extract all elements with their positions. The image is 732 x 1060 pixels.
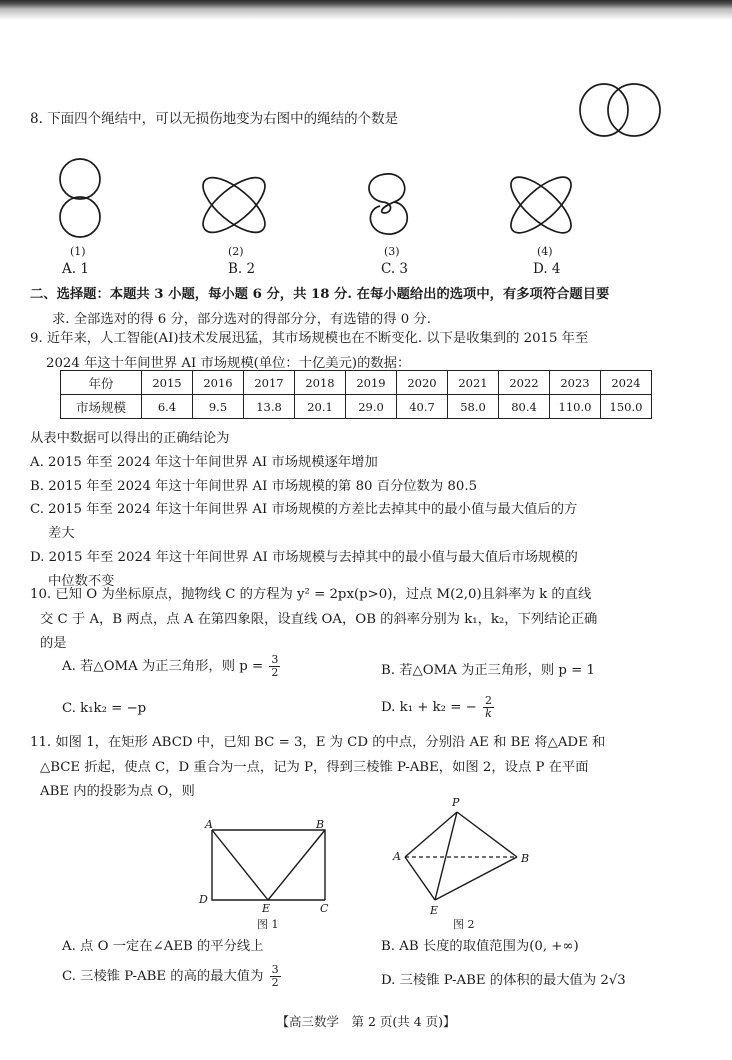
table-row-years <box>61 371 652 395</box>
fraction-denominator: 2 <box>271 666 279 679</box>
q9-stem-line-2: 2024 年这十年间世界 AI 市场规模(单位：十亿美元)的数据： <box>46 355 411 371</box>
q11-option-c <box>62 964 283 989</box>
size-cell: 110.0 <box>550 395 601 419</box>
q10-option-d-text: D. k₁ + k₂ = − <box>381 700 477 715</box>
q8-option-c: C. 3 <box>381 261 409 277</box>
section-2-line-2: 求. 全部选对的得 6 分，部分选对的得部分分，有选错的得 0 分. <box>52 311 431 327</box>
year-cell: 2024 <box>601 371 652 395</box>
q10-option-d <box>381 695 496 720</box>
year-cell: 2022 <box>499 371 550 395</box>
table-row-sizes <box>61 395 652 419</box>
ai-market-table <box>60 370 652 419</box>
year-cell: 2016 <box>193 371 244 395</box>
q10-stem-line-3: 的是 <box>40 636 67 651</box>
size-cell: 6.4 <box>142 395 193 419</box>
fig2-label-p: P <box>452 796 460 809</box>
knot-2-caption: (2) <box>228 245 244 258</box>
fraction-denominator: 2 <box>271 976 279 989</box>
q11-stem-line-1: 11. 如图 1，在矩形 ABCD 中，已知 BC = 3，E 为 CD 的中点，分别沿 AE 和 BE 将△ADE 和 <box>30 735 606 750</box>
figure-2-tetrahedron <box>395 800 545 930</box>
q11-option-a: A. 点 O 一定在∠AEB 的平分线上 <box>62 939 264 954</box>
q10-option-a <box>62 654 282 679</box>
knot-4-caption: (4) <box>537 245 553 258</box>
q11-option-c-fraction <box>270 964 281 989</box>
size-cell: 150.0 <box>601 395 652 419</box>
q9-option-d-line-2: 中位数不变 <box>48 573 115 589</box>
year-cell: 2015 <box>142 371 193 395</box>
q11-option-d: D. 三棱锥 P-ABE 的体积的最大值为 2√3 <box>381 973 626 988</box>
q11-option-b: B. AB 长度的取值范围为(0, +∞) <box>381 939 579 954</box>
fig2-label-a: A <box>393 850 401 863</box>
size-cell: 58.0 <box>448 395 499 419</box>
size-cell: 80.4 <box>499 395 550 419</box>
q11-stem-line-2: △BCE 折起，使点 C，D 重合为一点，记为 P，得到三棱锥 P-ABE，如图 2，设点 P 在平面 <box>40 759 589 775</box>
q11-stem <box>30 731 670 805</box>
q9-intro: 从表中数据可以得出的正确结论为 <box>30 431 230 446</box>
q10-option-a-text: A. 若△OMA 为正三角形，则 p = <box>62 659 264 674</box>
fig1-label-d: D <box>199 893 208 906</box>
q9-stem <box>30 327 670 376</box>
q10-stem-line-2: 交 C 于 A，B 两点，点 A 在第四象限，设直线 OA，OB 的斜率分别为 k₁，k₂，下列结论正确 <box>40 611 598 627</box>
q10-option-a-fraction <box>269 654 280 679</box>
fig1-label-e: E <box>262 902 271 915</box>
fraction-denominator: k <box>485 707 492 720</box>
year-cell: 2019 <box>346 371 397 395</box>
q9-option-c-line-1: C. 2015 年至 2024 年这十年间世界 AI 市场规模的方差比去掉其中的最小值与最大值后的方 <box>30 502 578 518</box>
year-cell: 2017 <box>244 371 295 395</box>
q9-option-c-line-2: 差大 <box>48 526 75 542</box>
page-footer: 【高三数学 第 2 页(共 4 页)】 <box>276 1014 456 1029</box>
q11-stem-line-3: ABE 内的投影为点 O，则 <box>40 784 195 799</box>
q8-option-a: A. 1 <box>62 261 89 277</box>
q10-option-d-fraction <box>483 695 494 720</box>
fraction-numerator: 3 <box>271 963 279 976</box>
year-cell: 2023 <box>550 371 601 395</box>
target-knot-icon <box>578 82 668 142</box>
q11-option-c-text: C. 三棱锥 P-ABE 的高的最大值为 <box>62 969 264 984</box>
row-header-size: 市场规模 <box>61 395 142 419</box>
section-2-instructions <box>30 283 670 332</box>
fig1-label-b: B <box>316 818 325 831</box>
figure-2-caption: 图 2 <box>453 918 475 931</box>
size-cell: 20.1 <box>295 395 346 419</box>
knot-3-caption: (3) <box>384 245 400 258</box>
fig1-label-a: A <box>205 818 213 831</box>
q8-option-b: B. 2 <box>228 261 256 277</box>
q9-options <box>30 427 670 594</box>
fraction-numerator: 3 <box>271 653 279 666</box>
q9-stem-line-1: 9. 近年来，人工智能(AI)技术发展迅猛，其市场规模也在不断变化. 以下是收集到的 2015 年至 <box>30 331 589 346</box>
q9-option-d-line-1: D. 2015 年至 2024 年这十年间世界 AI 市场规模与去掉其中的最小值与最大值后市场规模的 <box>30 549 578 565</box>
size-cell: 9.5 <box>193 395 244 419</box>
fig2-label-e: E <box>430 904 439 917</box>
size-cell: 29.0 <box>346 395 397 419</box>
year-cell: 2018 <box>295 371 346 395</box>
q9-option-a: A. 2015 年至 2024 年这十年间世界 AI 市场规模逐年增加 <box>30 454 378 470</box>
knot-4-icon <box>505 165 585 255</box>
q10-stem-line-1: 10. 已知 O 为坐标原点，抛物线 C 的方程为 y² = 2px(p>0)，过点 M(2,0)且斜率为 k 的直线 <box>30 587 592 602</box>
year-cell: 2021 <box>448 371 499 395</box>
q8-stem: 8. 下面四个绳结中，可以无损伤地变为右图中的绳结的个数是 <box>30 111 399 127</box>
year-cell: 2020 <box>397 371 448 395</box>
knot-2-icon <box>198 165 278 255</box>
knot-1-icon <box>53 157 113 247</box>
fraction-numerator: 2 <box>484 694 492 707</box>
row-header-year: 年份 <box>61 371 142 395</box>
size-cell: 13.8 <box>244 395 295 419</box>
figure-1-caption: 图 1 <box>257 918 279 931</box>
q9-option-b: B. 2015 年至 2024 年这十年间世界 AI 市场规模的第 80 百分位数为 80.5 <box>30 478 478 494</box>
q10-option-c: C. k₁k₂ = −p <box>62 701 147 716</box>
scan-top-edge <box>0 0 732 22</box>
q10-option-b: B. 若△OMA 为正三角形，则 p = 1 <box>381 663 595 678</box>
fig2-label-b: B <box>521 852 530 865</box>
q8-option-d: D. 4 <box>533 261 561 277</box>
q10-stem <box>30 583 670 657</box>
fig1-label-c: C <box>320 902 329 915</box>
section-2-line-1: 二、选择题：本题共 3 小题，每小题 6 分，共 18 分. 在每小题给出的选项中，有多项符合题目要 <box>30 287 610 302</box>
size-cell: 40.7 <box>397 395 448 419</box>
knot-1-caption: (1) <box>70 245 86 258</box>
